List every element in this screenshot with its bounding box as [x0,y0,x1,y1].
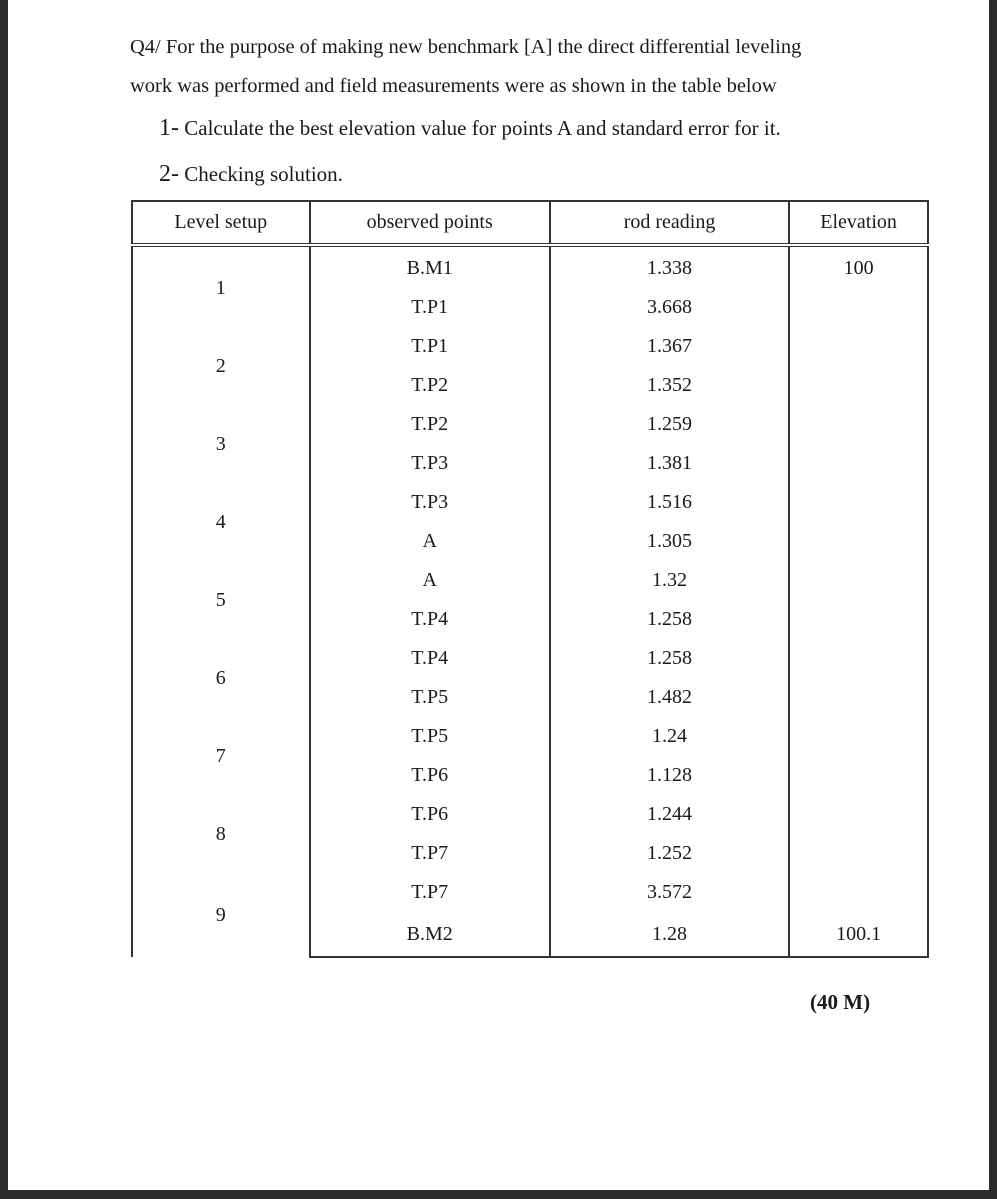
task-2-text: Checking solution. [184,162,343,186]
cell-observed-point: T.P5 [310,678,550,717]
cell-rod-reading: 3.668 [550,288,789,327]
table-row [132,483,928,522]
cell-rod-reading: 1.338 [550,245,789,288]
cell-rod-reading: 1.381 [550,444,789,483]
cell-elevation [789,444,928,483]
cell-level-setup: 2 [132,327,310,405]
cell-observed-point: T.P4 [310,600,550,639]
cell-level-setup: 7 [132,717,310,795]
header-elevation: Elevation [789,201,928,245]
table-row [132,245,928,288]
document-page [8,0,989,1190]
cell-observed-point: T.P5 [310,717,550,756]
cell-rod-reading: 1.352 [550,366,789,405]
cell-observed-point: T.P2 [310,366,550,405]
header-rod-reading: rod reading [550,201,789,245]
cell-elevation [789,288,928,327]
table-row [132,405,928,444]
cell-elevation [789,483,928,522]
cell-observed-point: B.M2 [310,912,550,957]
cell-rod-reading: 1.24 [550,717,789,756]
cell-rod-reading: 1.32 [550,561,789,600]
cell-level-setup: 5 [132,561,310,639]
cell-level-setup: 9 [132,873,310,957]
cell-level-setup: 8 [132,795,310,873]
table-body [132,245,928,957]
cell-rod-reading: 1.305 [550,522,789,561]
cell-observed-point: T.P1 [310,288,550,327]
task-1 [159,115,781,142]
cell-rod-reading: 1.367 [550,327,789,366]
table-row [132,873,928,912]
cell-rod-reading: 1.516 [550,483,789,522]
task-2 [159,161,343,188]
cell-rod-reading: 1.259 [550,405,789,444]
cell-observed-point: T.P3 [310,444,550,483]
task-2-number: 2- [159,161,179,187]
task-1-text: Calculate the best elevation value for points A and standard error for it. [184,116,781,140]
cell-observed-point: T.P1 [310,327,550,366]
cell-elevation [789,561,928,600]
cell-rod-reading: 1.258 [550,639,789,678]
cell-level-setup: 3 [132,405,310,483]
cell-elevation [789,795,928,834]
cell-elevation [789,405,928,444]
cell-rod-reading: 3.572 [550,873,789,912]
cell-observed-point: A [310,561,550,600]
cell-rod-reading: 1.128 [550,756,789,795]
cell-elevation [789,756,928,795]
cell-observed-point: T.P6 [310,795,550,834]
cell-observed-point: T.P7 [310,834,550,873]
cell-observed-point: T.P4 [310,639,550,678]
marks-label: (40 M) [810,990,871,1014]
cell-level-setup: 1 [132,245,310,327]
cell-observed-point: T.P3 [310,483,550,522]
table-row [132,639,928,678]
cell-rod-reading: 1.244 [550,795,789,834]
cell-rod-reading: 1.482 [550,678,789,717]
cell-elevation [789,834,928,873]
cell-elevation [789,600,928,639]
cell-observed-point: T.P6 [310,756,550,795]
cell-rod-reading: 1.258 [550,600,789,639]
cell-observed-point: A [310,522,550,561]
cell-observed-point: T.P7 [310,873,550,912]
table-row [132,561,928,600]
cell-level-setup: 6 [132,639,310,717]
cell-elevation [789,678,928,717]
cell-observed-point: T.P2 [310,405,550,444]
header-observed-points: observed points [310,201,550,245]
table-row [132,795,928,834]
table-row [132,717,928,756]
question-line-2: work was performed and field measurements were as shown in the table below [130,75,777,97]
cell-observed-point: B.M1 [310,245,550,288]
cell-elevation: 100.1 [789,912,928,957]
cell-elevation [789,639,928,678]
cell-elevation [789,873,928,912]
cell-rod-reading: 1.28 [550,912,789,957]
cell-elevation [789,366,928,405]
task-1-number: 1- [159,115,179,141]
header-level-setup: Level setup [132,201,310,245]
table-row [132,327,928,366]
cell-elevation [789,717,928,756]
cell-elevation [789,327,928,366]
table-header-row [132,201,928,245]
cell-elevation [789,522,928,561]
cell-level-setup: 4 [132,483,310,561]
leveling-table [131,200,929,958]
question-line-1: Q4/ For the purpose of making new benchmark [A] the direct differential leveling [130,36,802,58]
cell-elevation: 100 [789,245,928,288]
cell-rod-reading: 1.252 [550,834,789,873]
